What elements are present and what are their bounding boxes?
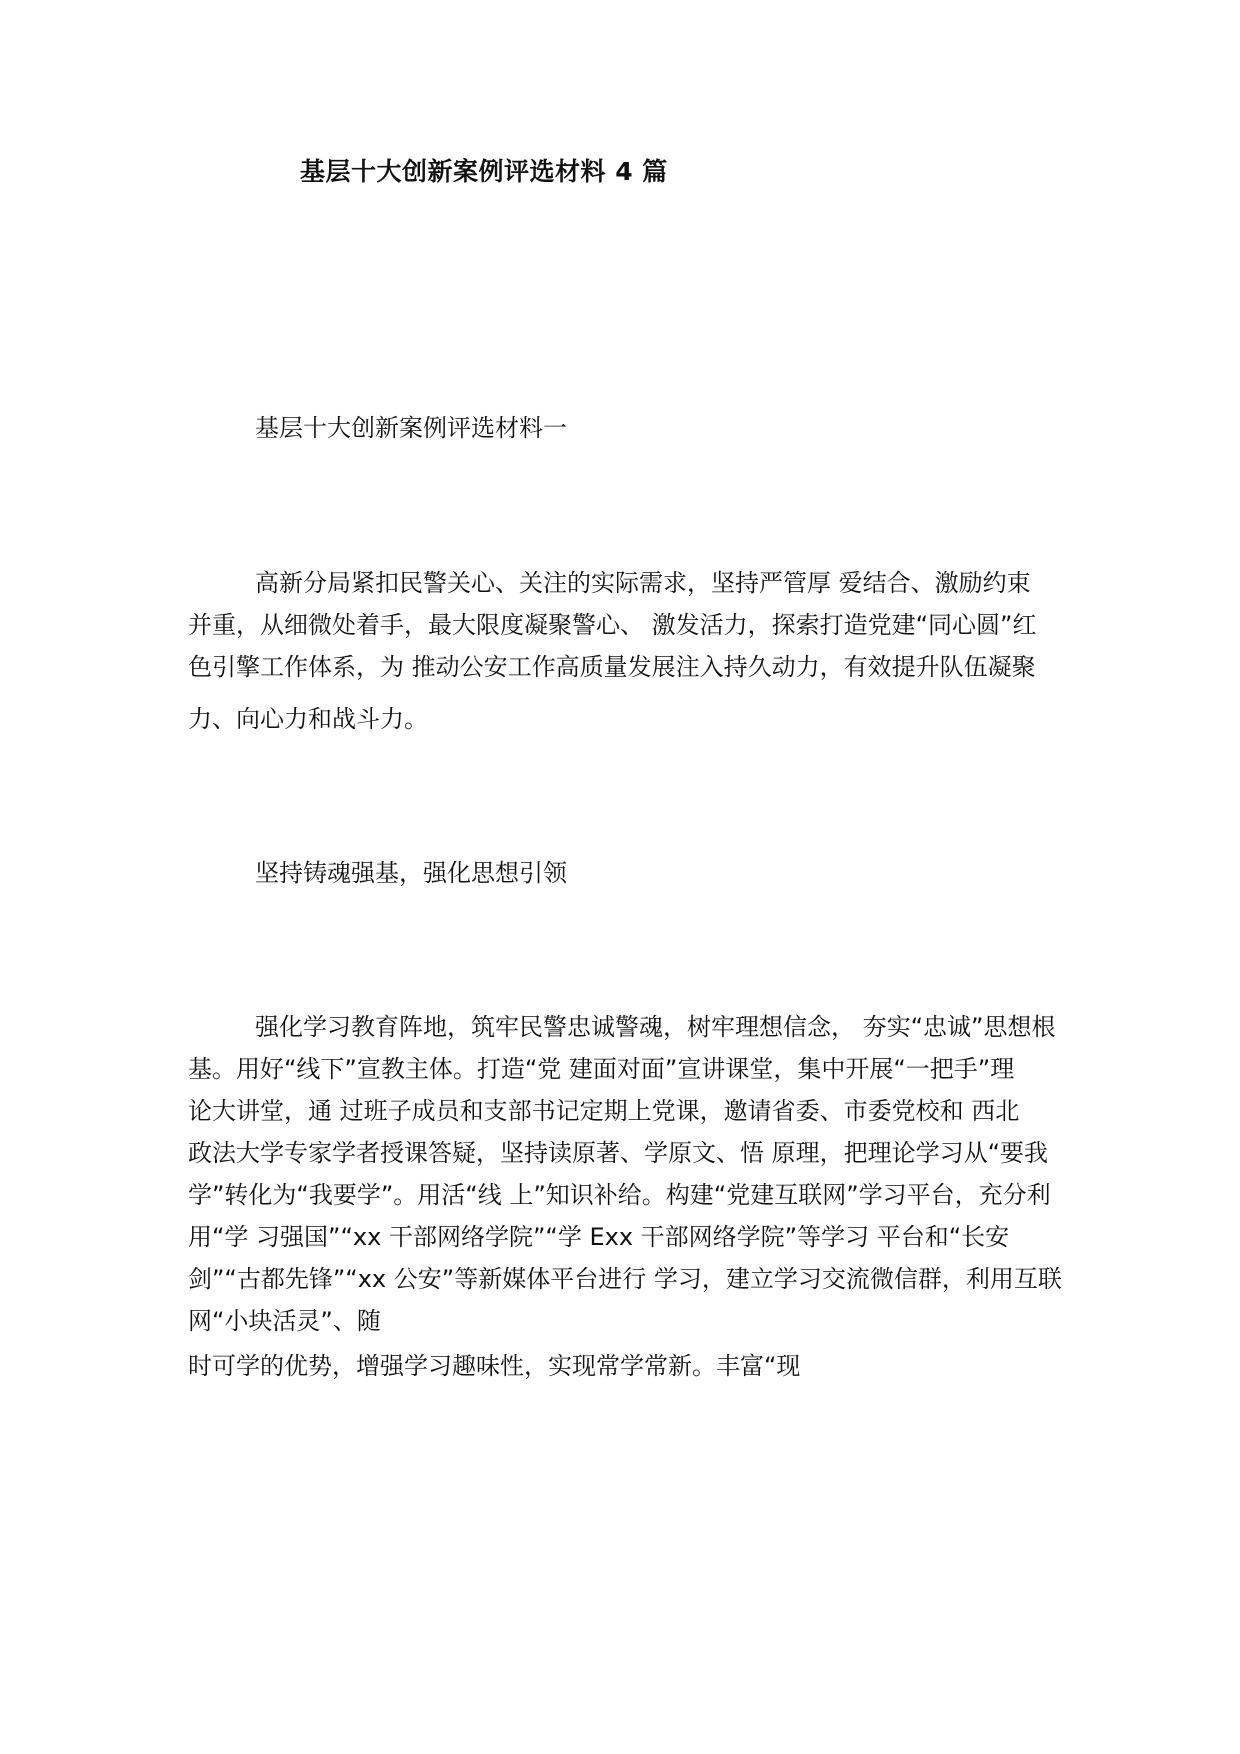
body-line-1: 强化学习教育阵地，筑牢民警忠诚警魂，树牢理想信念， 夯实“忠诚”思想根: [255, 1013, 1056, 1041]
body-line-9: 时可学的优势，增强学习趣味性，实现常学常新。丰富“现: [188, 1352, 801, 1380]
body-line-6: 用“学 习强国”“xx 干部网络学院”“学 Exx 干部网络学院”等学习 平台和“长安: [188, 1223, 1010, 1251]
body-paragraph-cont: [188, 1048, 1062, 1342]
body-line-3: 论大讲堂，通 过班子成员和支部书记定期上党课，邀请省委、市委党校和 西北: [188, 1097, 1020, 1125]
intro-line-4: 力、向心力和战斗力。: [188, 705, 428, 733]
body-line-5: 学”转化为“我要学”。用活“线 上”知识补给。构建“党建互联网”学习平台，充分利: [188, 1181, 1051, 1209]
subheading: 坚持铸魂强基，强化思想引领: [255, 859, 567, 887]
intro-paragraph: [188, 562, 1054, 604]
body-line-4: 政法大学专家学者授课答疑，坚持读原著、学原文、悟 原理，把理论学习从“要我: [188, 1139, 1049, 1167]
intro-paragraph-end: [188, 698, 1054, 740]
intro-line-3: 色引擎工作体系，为 推动公安工作高质量发展注入持久动力，有效提升队伍凝聚: [188, 653, 1036, 681]
body-line-2: 基。用好“线下”宣教主体。打造“党 建面对面”宣讲课堂，集中开展“一把手”理: [188, 1055, 1015, 1083]
intro-paragraph-cont: [188, 604, 1054, 688]
body-paragraph: [188, 1006, 1054, 1048]
body-line-7: 剑”“古都先锋”“xx 公安”等新媒体平台进行 学习，建立学习交流微信群，利用互联: [188, 1265, 1062, 1293]
document-title: 基层十大创新案例评选材料 4 篇: [300, 157, 668, 186]
section-title: 基层十大创新案例评选材料一: [255, 414, 567, 442]
intro-line-1: 高新分局紧扣民警关心、关注的实际需求，坚持严管厚 爱结合、激励约束: [255, 569, 1031, 597]
body-paragraph-tail: [188, 1345, 1054, 1387]
body-line-8: 网“小块活灵”、随: [188, 1307, 381, 1335]
intro-line-2: 并重，从细微处着手，最大限度凝聚警心、 激发活力，探索打造党建“同心圆”红: [188, 611, 1037, 639]
